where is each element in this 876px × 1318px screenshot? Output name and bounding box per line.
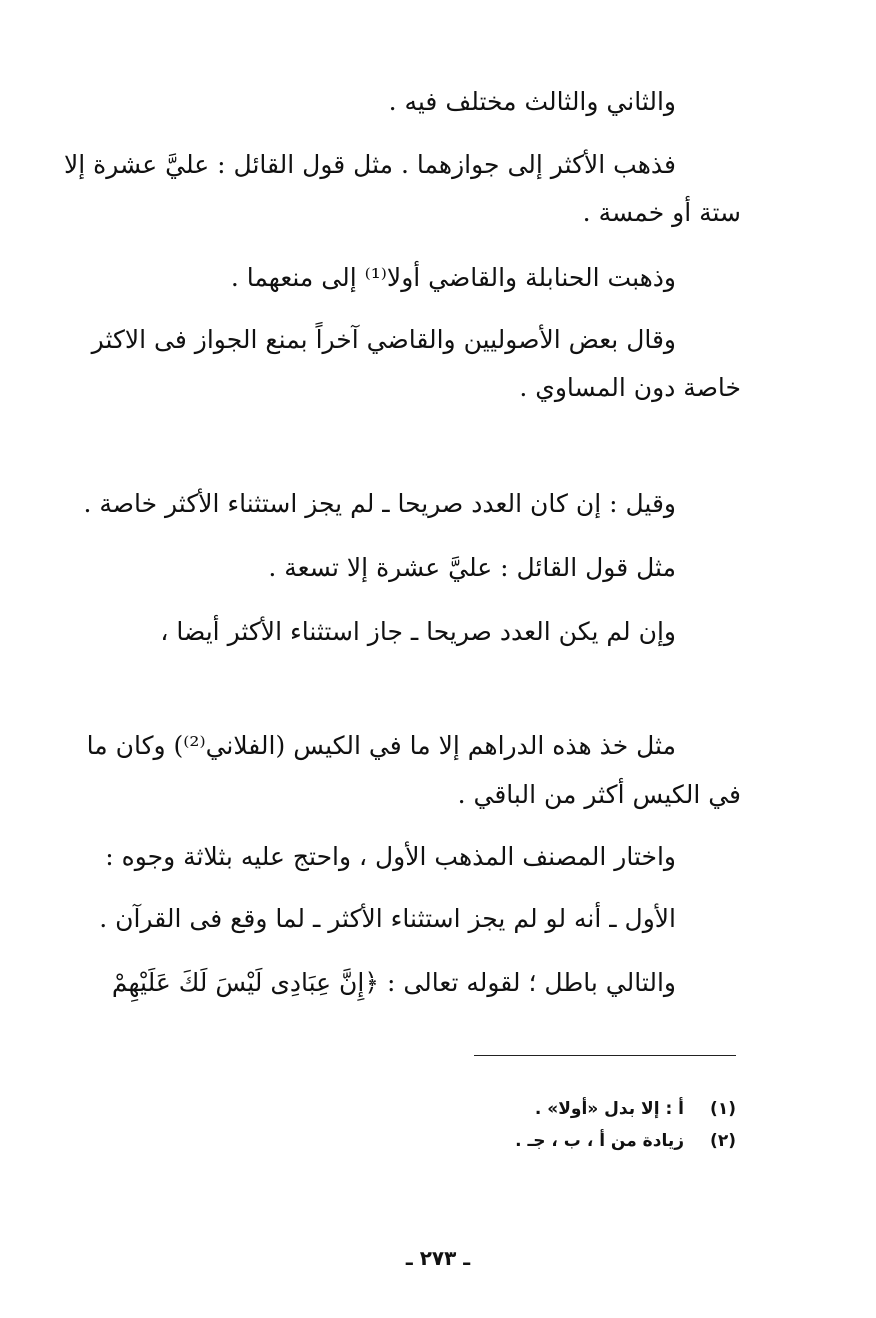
footnote-2 [515,1129,736,1153]
text-line: خاصة دون المساوي . [519,373,741,402]
text-line: وقيل : إن كان العدد صريحا ـ لم يجز استثناء الأكثر خاصة . [83,489,676,518]
text-line: والثاني والثالث مختلف فيه . [388,87,676,116]
text-line: وذهبت الحنابلة والقاضي أولا⁽¹⁾ إلى منعهما . [230,263,676,292]
footnote-1 [535,1097,736,1121]
text-line: ستة أو خمسة . [582,198,741,227]
page-number: ـ ٢٧٣ ـ [405,1246,471,1270]
text-line: في الكيس أكثر من الباقي . [457,780,741,809]
text-line: الأول ـ أنه لو لم يجز استثناء الأكثر ـ لما وقع فى القرآن . [99,904,676,933]
text-line: واختار المصنف المذهب الأول ، واحتج عليه بثلاثة وجوه : [105,842,676,871]
text-line: والتالي باطل ؛ لقوله تعالى : ﴿إِنَّ عِبَادِى لَيْسَ لَكَ عَلَيْهِمْ [111,968,676,997]
text-line: وقال بعض الأصوليين والقاضي آخراً بمنع الجواز فى الاكثر [91,325,676,354]
footnote-number: (١) [710,1099,736,1119]
footnote-text: زيادة من أ ، ب ، جـ . [515,1131,684,1151]
text-line: مثل خذ هذه الدراهم إلا ما في الكيس (الفلاني⁽²⁾) وكان ما [86,731,676,760]
footnote-divider [474,1055,736,1056]
footnote-number: (٢) [710,1131,736,1151]
text-line: فذهب الأكثر إلى جوازهما . مثل قول القائل : عليَّ عشرة إلا [63,150,676,179]
text-line: وإن لم يكن العدد صريحا ـ جاز استثناء الأكثر أيضا ، [160,617,676,646]
footnote-text: أ : إلا بدل «أولا» . [534,1099,684,1119]
text-line: مثل قول القائل : عليَّ عشرة إلا تسعة . [268,553,676,582]
